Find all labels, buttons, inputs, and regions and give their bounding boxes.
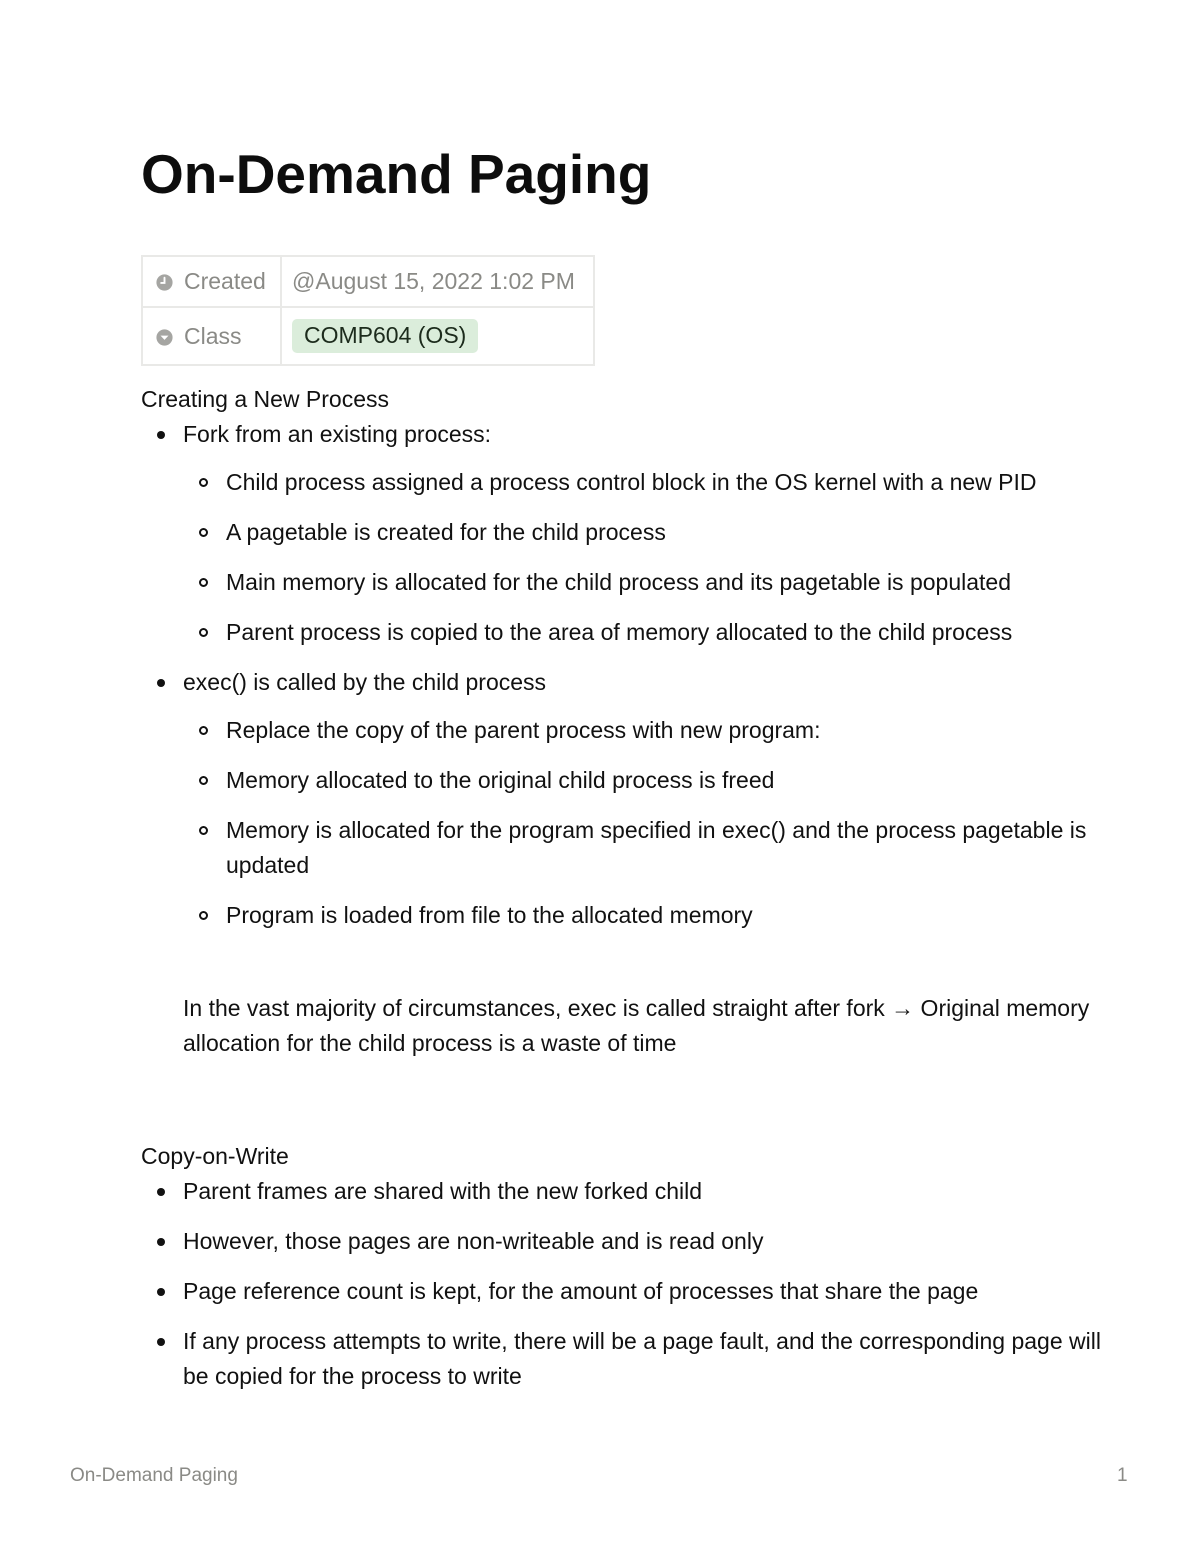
property-row-created [142, 256, 594, 307]
select-icon [155, 328, 174, 347]
properties-table [141, 255, 595, 366]
sub-list-item: Program is loaded from file to the allocated memory [183, 898, 1101, 933]
class-tag[interactable]: COMP604 (OS) [292, 319, 478, 353]
list-item: However, those pages are non-writeable and is read only [141, 1224, 1101, 1259]
list-item [141, 665, 1101, 933]
list-item-text: exec() is called by the child process [183, 669, 547, 695]
property-row-class [142, 307, 594, 365]
sub-bullet-list [183, 465, 1101, 650]
list-item-text: Fork from an existing process: [183, 421, 492, 447]
sub-list-item: Child process assigned a process control block in the OS kernel with a new PID [183, 465, 1101, 500]
sub-bullet-list [183, 713, 1101, 933]
list-item: Page reference count is kept, for the amount of processes that share the page [141, 1274, 1101, 1309]
property-key-class [142, 307, 281, 365]
sub-list-item: Memory is allocated for the program specified in exec() and the process pagetable is updated [183, 813, 1101, 883]
list-item: If any process attempts to write, there will be a page fault, and the corresponding page will be copied for the process to write [141, 1324, 1101, 1394]
page-content [141, 382, 1101, 1409]
sub-list-item: Replace the copy of the parent process with new program: [183, 713, 1101, 748]
section-heading: Creating a New Process [141, 386, 389, 412]
list-item: Parent frames are shared with the new forked child [141, 1174, 1101, 1209]
class-label: Class [184, 322, 242, 349]
bullet-list [141, 1174, 1101, 1394]
created-date: @August 15, 2022 1:02 PM [292, 268, 575, 294]
sub-list-item: A pagetable is created for the child process [183, 515, 1101, 550]
bullet-list [141, 417, 1101, 933]
note-paragraph: In the vast majority of circumstances, exec is called straight after fork → Original memory allocation for the child process is a waste of time [183, 995, 1090, 1056]
page-title: On-Demand Paging [141, 143, 652, 205]
sub-list-item: Memory allocated to the original child process is freed [183, 763, 1101, 798]
property-value-created[interactable] [281, 256, 594, 307]
footer-title: On-Demand Paging [70, 1465, 238, 1486]
section-heading: Copy-on-Write [141, 1143, 289, 1169]
clock-icon [155, 273, 174, 292]
property-key-created [142, 256, 281, 307]
list-item [141, 417, 1101, 650]
sub-list-item: Main memory is allocated for the child process and its pagetable is populated [183, 565, 1101, 600]
footer-page-number: 1 [1117, 1465, 1128, 1486]
property-value-class[interactable] [281, 307, 594, 365]
sub-list-item: Parent process is copied to the area of memory allocated to the child process [183, 615, 1101, 650]
created-label: Created [184, 268, 266, 294]
